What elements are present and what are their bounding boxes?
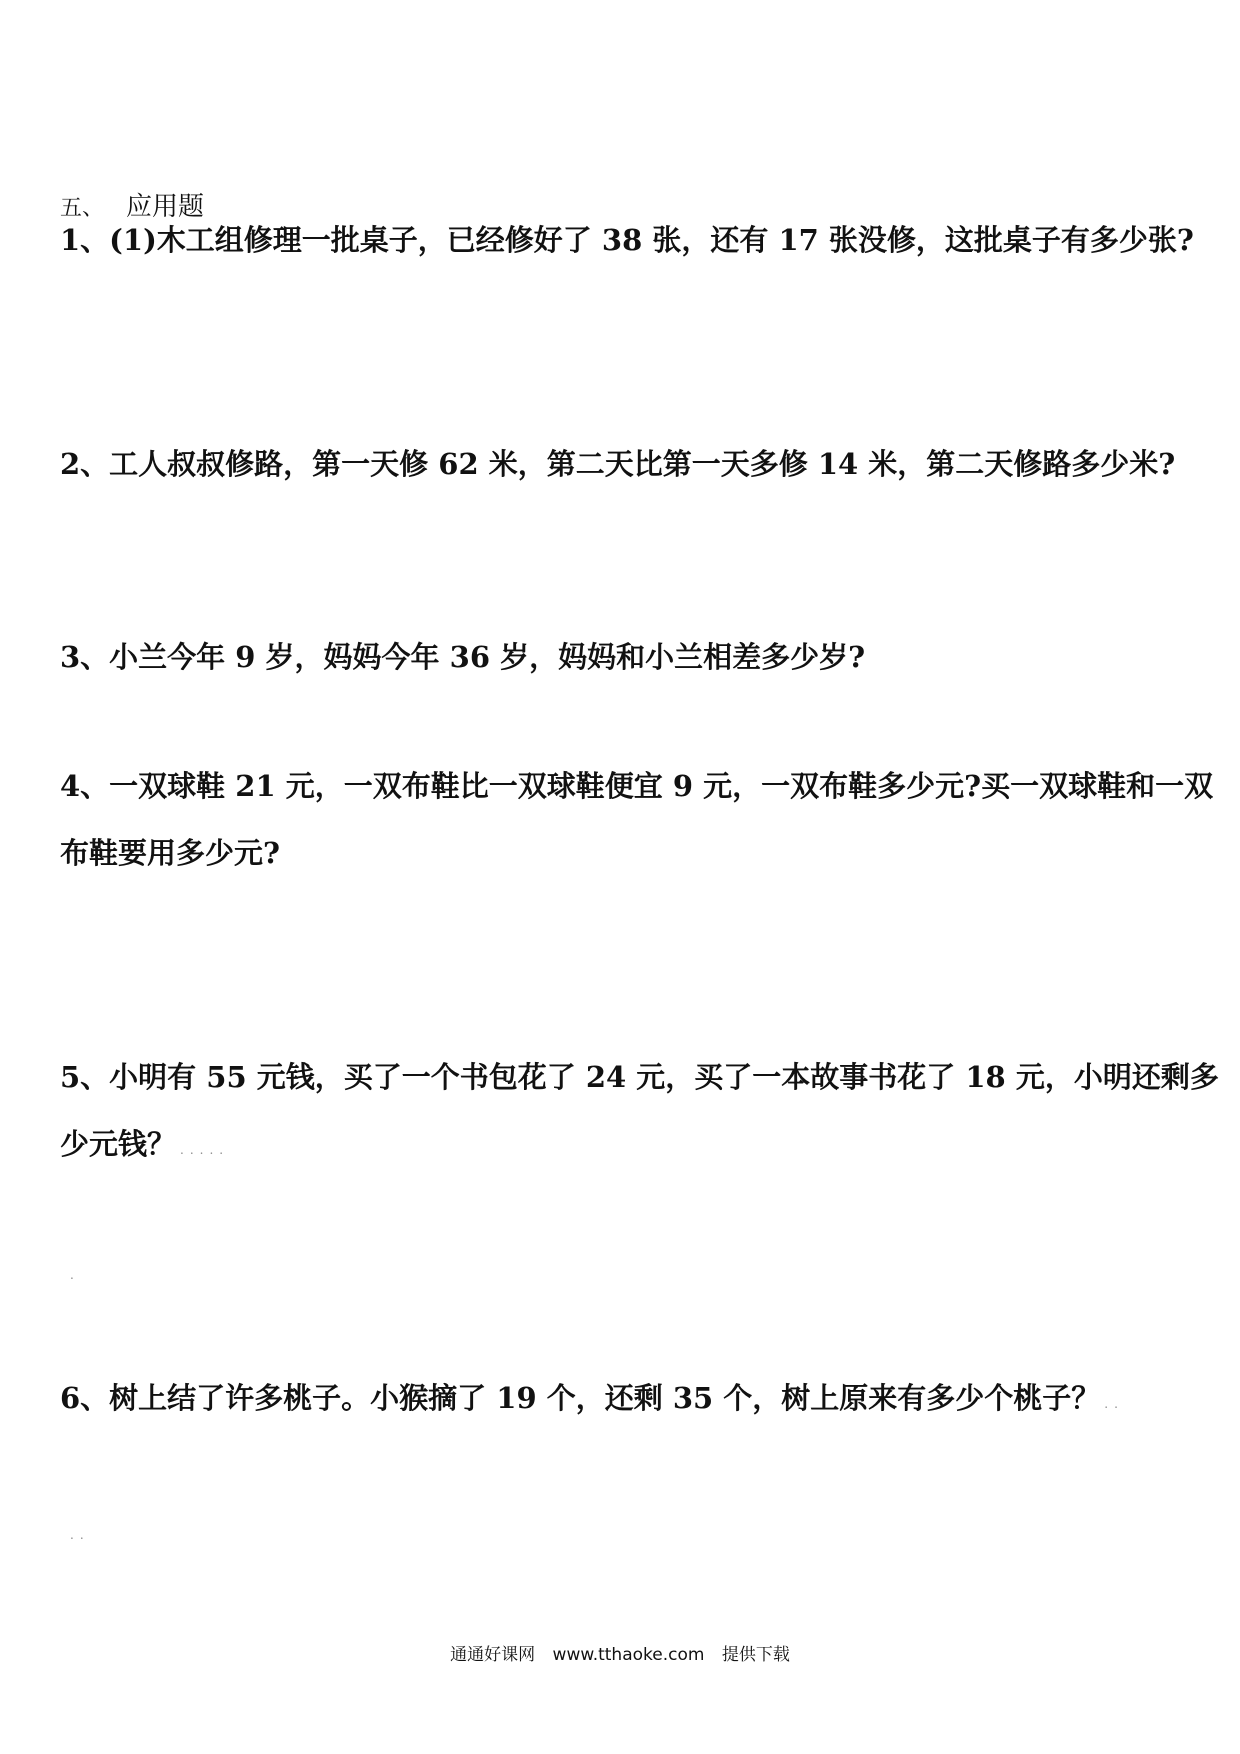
question-2 [60,447,1190,481]
scan-speck: . [70,1268,80,1282]
question-5 [60,1060,1219,1161]
footer-suffix: 提供下载 [721,1645,790,1665]
scan-dots: .. [1104,1397,1124,1411]
question-4-text-line2: 布鞋要用多少元? [60,836,280,870]
question-4-text-line1: 4、一双球鞋 21 元，一双布鞋比一双球鞋便宜 9 元，一双布鞋多少元?买一双球鞋和一双 [60,769,1214,803]
scan-dots: ..... [180,1143,230,1157]
question-6 [60,1381,1190,1415]
section-title: 应用题 [126,192,205,222]
question-3 [60,640,1190,674]
section-heading [60,186,204,223]
section-number: 五、 [60,196,105,221]
question-3-text: 3、小兰今年 9 岁，妈妈今年 36 岁，妈妈和小兰相差多少岁? [60,640,866,674]
question-1-text: 1、(1)木工组修理一批桌子，已经修好了 38 张，还有 17 张没修，这批桌子有多少张? [60,223,1194,257]
question-1 [60,223,1194,257]
footer-url: www.tthaoke.com [552,1645,705,1665]
footer [0,1640,1240,1665]
question-5-text-line2: 少元钱？ [60,1127,177,1161]
question-6-text: 6、树上结了许多桃子。小猴摘了 19 个，还剩 35 个，树上原来有多少个桃子？ [60,1381,1101,1415]
question-2-text: 2、工人叔叔修路，第一天修 62 米，第二天比第一天多修 14 米，第二天修路多少米? [60,447,1176,481]
question-5-text-line1: 5、小明有 55 元钱，买了一个书包花了 24 元，买了一本故事书花了 18 元，小明还剩多 [60,1060,1219,1094]
scan-speck: .. [70,1528,90,1542]
question-5-text-line2-wrap [60,1127,1190,1161]
footer-site-name: 通通好课网 [450,1645,536,1665]
question-4 [60,769,1214,870]
